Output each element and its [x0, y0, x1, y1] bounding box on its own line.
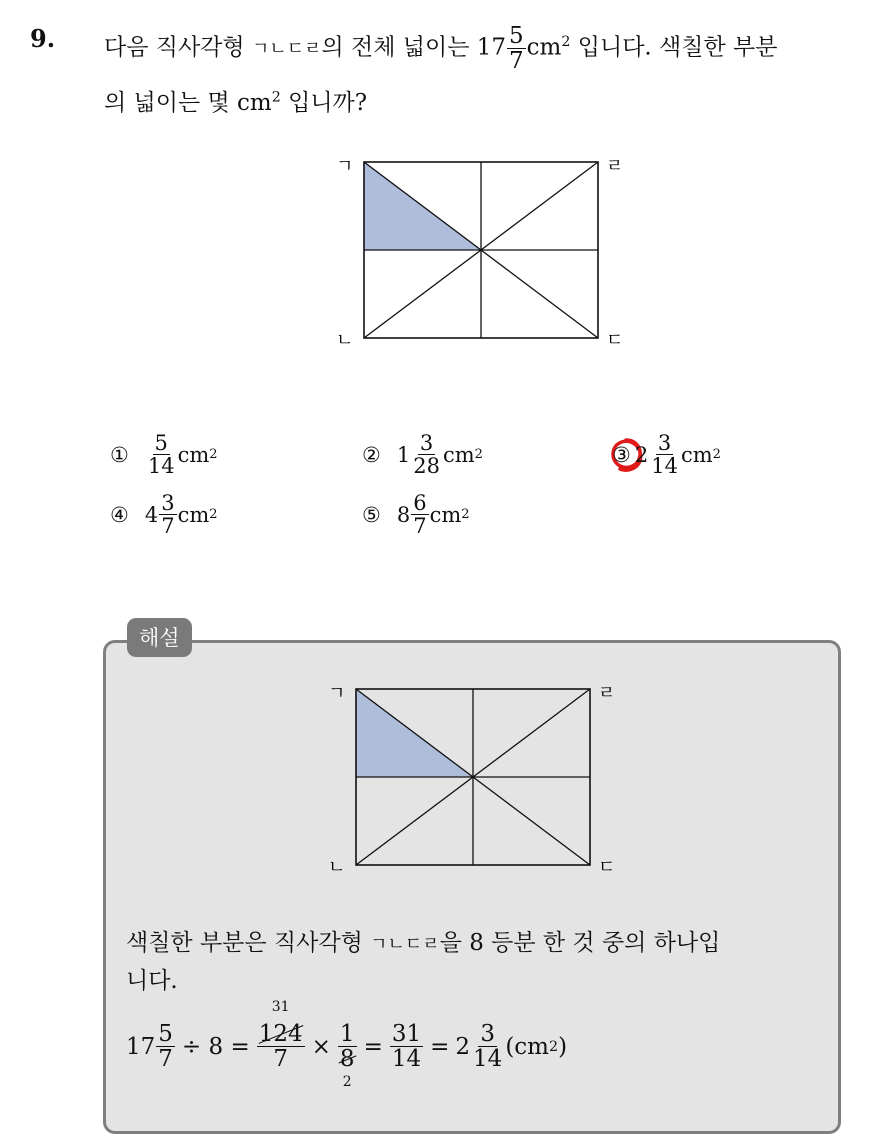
solution-equation	[126, 999, 568, 1090]
eq-whole: 17	[126, 1033, 156, 1060]
original-numerator: 124	[258, 1021, 303, 1047]
denominator: 28	[413, 454, 440, 479]
label-bottom-right: ㄷ	[598, 857, 616, 877]
label-top-right: ㄹ	[598, 683, 616, 704]
eq-equals: =	[363, 1033, 383, 1060]
numerator: 1	[339, 1021, 355, 1047]
eq-fraction-c	[338, 1021, 357, 1090]
unit-exponent: 2	[474, 447, 483, 463]
rect-name: ㄱㄴㄷㄹ	[251, 38, 322, 60]
eq-close-paren: )	[558, 1033, 568, 1060]
numerator: 31	[391, 1021, 422, 1047]
choice-whole: 1	[396, 442, 411, 467]
unit: cm	[526, 34, 562, 61]
solution-line-2: 니다.	[126, 968, 178, 994]
label-bottom-left: ㄴ	[336, 330, 354, 350]
solution-figure	[322, 677, 632, 877]
choice-5[interactable]	[362, 492, 470, 537]
choice-fraction	[411, 492, 428, 537]
choice-marker: ⑤	[362, 502, 381, 527]
unit: cm	[177, 502, 210, 527]
choice-4[interactable]	[110, 492, 218, 537]
choice-3[interactable]	[612, 432, 721, 477]
solution-label: 해설	[127, 618, 192, 657]
unit: cm	[442, 442, 475, 467]
denominator: 14	[147, 454, 175, 479]
unit-exponent: 2	[209, 447, 218, 463]
question-figure	[330, 150, 640, 350]
choice-2[interactable]	[362, 432, 483, 477]
eq-divide: ÷ 8 =	[181, 1033, 250, 1060]
choice-fraction	[159, 492, 176, 537]
denominator: 7	[161, 514, 175, 539]
choice-marker: ②	[362, 442, 381, 467]
choice-whole: 8	[396, 502, 411, 527]
denominator: 7	[273, 1046, 288, 1073]
numerator: 3	[657, 431, 672, 455]
choice-whole: 4	[144, 502, 159, 527]
unit-exponent: 2	[209, 507, 218, 523]
choice-fraction	[146, 432, 177, 477]
question-line-2	[104, 84, 367, 117]
numerator: 5	[509, 23, 524, 49]
question-line-1	[104, 24, 777, 73]
numerator: 6	[413, 491, 427, 515]
struck-numerator	[259, 1022, 303, 1046]
unit: cm	[680, 442, 713, 467]
eq-whole: 2	[455, 1033, 471, 1060]
original-denominator: 8	[339, 1046, 355, 1073]
struck-denominator	[340, 1047, 355, 1071]
area-fraction	[507, 24, 526, 73]
eq-fraction-e	[471, 1022, 504, 1071]
question-text: 의 전체 넓이는	[321, 34, 477, 61]
choice-marker: ③	[612, 442, 631, 467]
choice-fraction	[649, 432, 680, 477]
unit-exponent: 2	[549, 1038, 559, 1055]
choice-marker: ④	[110, 502, 129, 527]
choice-fraction	[411, 432, 442, 477]
question-text: 다음 직사각형	[104, 34, 252, 61]
denominator: 14	[473, 1046, 503, 1073]
label-top-right: ㄹ	[606, 156, 624, 177]
eq-unit: (cm	[505, 1033, 549, 1060]
label-bottom-left: ㄴ	[328, 857, 346, 877]
numerator: 3	[161, 491, 175, 515]
eq-equals: =	[430, 1033, 450, 1060]
reduced-numerator: 31	[271, 999, 290, 1015]
denominator	[338, 1046, 357, 1090]
unit: cm	[237, 90, 272, 116]
unit-exponent: 2	[461, 507, 470, 523]
numerator: 5	[158, 1021, 173, 1047]
question-number: 9.	[30, 24, 56, 53]
question-text: 입니다. 색칠한 부분	[570, 34, 778, 61]
unit: cm	[177, 442, 210, 467]
label-top-left: ㄱ	[328, 683, 346, 704]
denominator: 14	[391, 1046, 422, 1073]
reduced-denominator: 2	[342, 1073, 352, 1090]
solution-line-1	[126, 924, 720, 957]
numerator: 3	[419, 431, 434, 455]
choice-whole: 2	[634, 442, 649, 467]
unit-exponent: 2	[271, 89, 281, 106]
eq-fraction-d	[390, 1022, 423, 1071]
numerator: 5	[154, 431, 168, 455]
question-text: 의 넓이는 몇	[104, 90, 238, 116]
unit: cm	[429, 502, 462, 527]
denominator: 14	[651, 454, 678, 479]
unit-exponent: 2	[712, 447, 721, 463]
numerator: 3	[480, 1021, 495, 1047]
denominator: 7	[509, 48, 524, 75]
eq-times: ×	[311, 1033, 331, 1060]
choice-marker: ①	[110, 442, 129, 467]
unit-exponent: 2	[561, 33, 571, 50]
denominator: 7	[413, 514, 427, 539]
solution-text: 색칠한 부분은 직사각형	[126, 930, 371, 956]
eq-fraction-a	[156, 1022, 175, 1071]
solution-text: 을 8 등분 한 것 중의 하나입	[439, 930, 721, 956]
area-whole: 17	[476, 34, 507, 61]
label-top-left: ㄱ	[336, 156, 354, 177]
choice-1[interactable]	[110, 432, 218, 477]
question-text: 입니까?	[280, 90, 368, 116]
numerator	[257, 999, 305, 1047]
label-bottom-right: ㄷ	[606, 330, 624, 350]
denominator: 7	[158, 1046, 173, 1073]
eq-fraction-b	[257, 999, 305, 1073]
rect-name: ㄱㄴㄷㄹ	[370, 934, 440, 955]
